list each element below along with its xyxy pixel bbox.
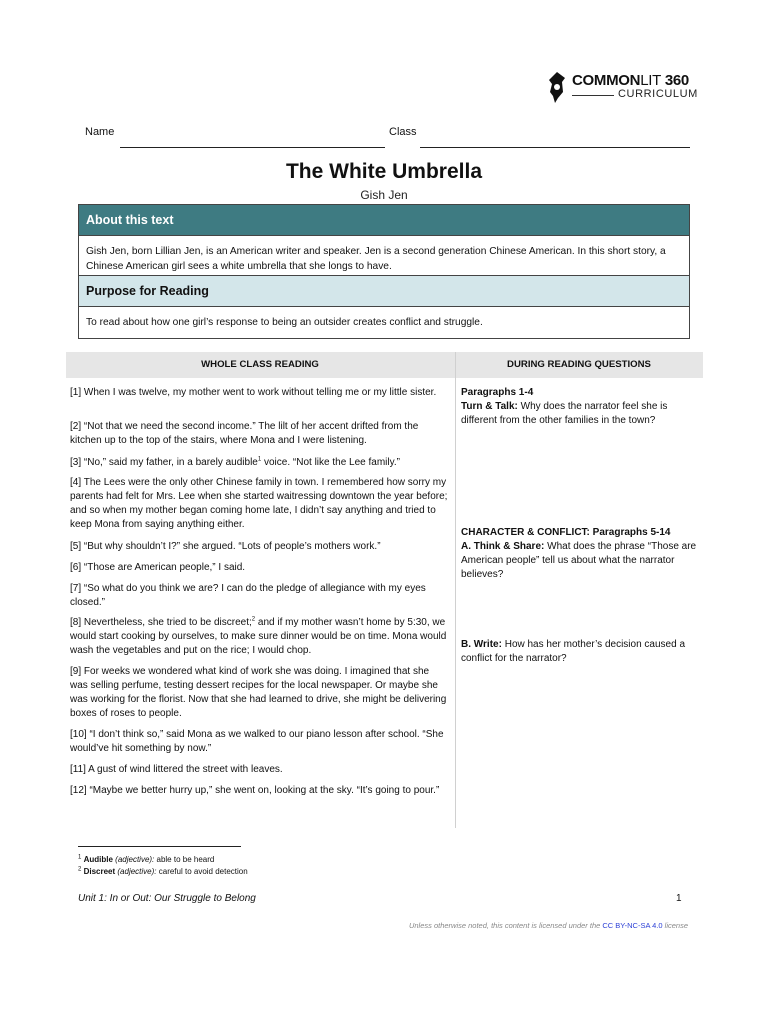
name-label: Name xyxy=(85,126,115,138)
paragraph-7: [7] “So what do you think we are? I can do the pledge of allegiance with my eyes closed.” xyxy=(70,583,426,608)
column-divider xyxy=(455,352,456,828)
page-number: 1 xyxy=(676,893,682,904)
question-2: CHARACTER & CONFLICT: Paragraphs 5-14 A. Think & Share: What does the phrase “Those are American people” tell us about what the narrator believes? xyxy=(461,527,697,580)
whole-class-reading-header: WHOLE CLASS READING xyxy=(201,359,319,370)
about-text: Gish Jen, born Lillian Jen, is an American writer and speaker. Jen is a second generation Chinese American. In this short story, a Chinese American girl sees a white umbrella that she longs to have. xyxy=(79,235,689,282)
license-link[interactable]: CC BY-NC-SA 4.0 xyxy=(602,921,663,930)
document-title: The White Umbrella xyxy=(285,160,483,183)
question-1-heading: Paragraphs 1-4 xyxy=(461,387,534,398)
footnote-ref-1[interactable]: 1 xyxy=(257,456,262,463)
paragraph-2: [2] “Not that we need the second income.” The lilt of her accent drifted from the kitchen up to the top of the stairs, where Mona and I were listening. xyxy=(70,421,419,446)
logo-brand: COMMONLIT 360 xyxy=(572,72,689,89)
paragraph-1: [1] When I was twelve, my mother went to work without telling me or my little sister. xyxy=(70,387,437,398)
during-reading-questions-header: DURING READING QUESTIONS xyxy=(507,359,651,370)
footnote-1: $^1$ Audible (adjective): able to be heard xyxy=(78,854,215,864)
paragraph-12: [12] “Maybe we better hurry up,” she went on, looking at the sky. “It’s going to pour.” xyxy=(70,785,440,796)
purpose-text: To read about how one girl’s response to being an outsider creates conflict and struggle. xyxy=(79,306,689,338)
question-3: B. Write: How has her mother’s decision caused a conflict for the narrator? xyxy=(461,639,685,664)
question-1: Paragraphs 1-4 Turn & Talk: Why does the narrator feel she is different from the other families in the town? xyxy=(461,387,668,426)
reading-table-header xyxy=(66,352,703,378)
logo-subtitle: CURRICULUM xyxy=(618,88,698,100)
paragraph-4: [4] The Lees were the only other Chinese family in town. I remembered how sorry my parents had felt for Mrs. Lee when she started waitressing downtown the year before; and so when my mother began coming home late, I didn’t say anything and tried to keep Mona from saying anything either. xyxy=(70,477,448,530)
name-field[interactable] xyxy=(120,147,385,148)
about-heading: About this text xyxy=(79,205,689,235)
paragraph-5: [5] “But why shouldn’t I?” she argued. “Lots of people’s mothers work.” xyxy=(70,541,381,552)
commonlit-logo xyxy=(546,70,698,106)
document-author: Gish Jen xyxy=(360,188,408,202)
footnote-2: $^2$ Discreet (adjective): careful to avoid detection xyxy=(78,866,248,876)
paragraph-8: [8] Nevertheless, she tried to be discreet;$^2$ and if my mother wasn’t home by 5:30, we would start cooking by ourselves, to make sure dinner would be on time. Mona would wash the vegetables and put on the rice; I would chop. xyxy=(70,616,447,656)
paragraph-3: [3] “No,” said my father, in a barely audible$^1$ voice. “Not like the Lee family.” xyxy=(70,456,400,468)
paragraph-6: [6] “Those are American people,” I said. xyxy=(70,562,246,573)
paragraph-10: [10] “I don’t think so,” said Mona as we walked to our piano lesson after school. “She would’ve hit something by now.” xyxy=(70,729,444,754)
about-box xyxy=(78,204,690,276)
class-label: Class xyxy=(389,126,417,138)
paragraph-11: [11] A gust of wind littered the street with leaves. xyxy=(70,764,283,775)
purpose-heading: Purpose for Reading xyxy=(79,276,689,306)
class-field[interactable] xyxy=(420,147,690,148)
commonlit-mark-icon xyxy=(546,70,568,104)
question-2-heading: CHARACTER & CONFLICT: Paragraphs 5-14 xyxy=(461,527,671,538)
logo-rule xyxy=(572,95,614,96)
license-note: Unless otherwise noted, this content is licensed under the CC BY-NC-SA 4.0 license xyxy=(408,921,688,930)
footnote-ref-2[interactable]: 2 xyxy=(251,616,256,623)
purpose-box xyxy=(78,275,690,339)
unit-title: Unit 1: In or Out: Our Struggle to Belong xyxy=(78,893,256,904)
footnote-rule xyxy=(78,846,241,847)
paragraph-9: [9] For weeks we wondered what kind of work she was doing. I imagined that she was selling perfume, testing dessert recipes for the local newspaper. Or maybe she was working for the florist. Now that she had learned to drive, she might be delivering boxes of roses to people. xyxy=(70,666,447,719)
